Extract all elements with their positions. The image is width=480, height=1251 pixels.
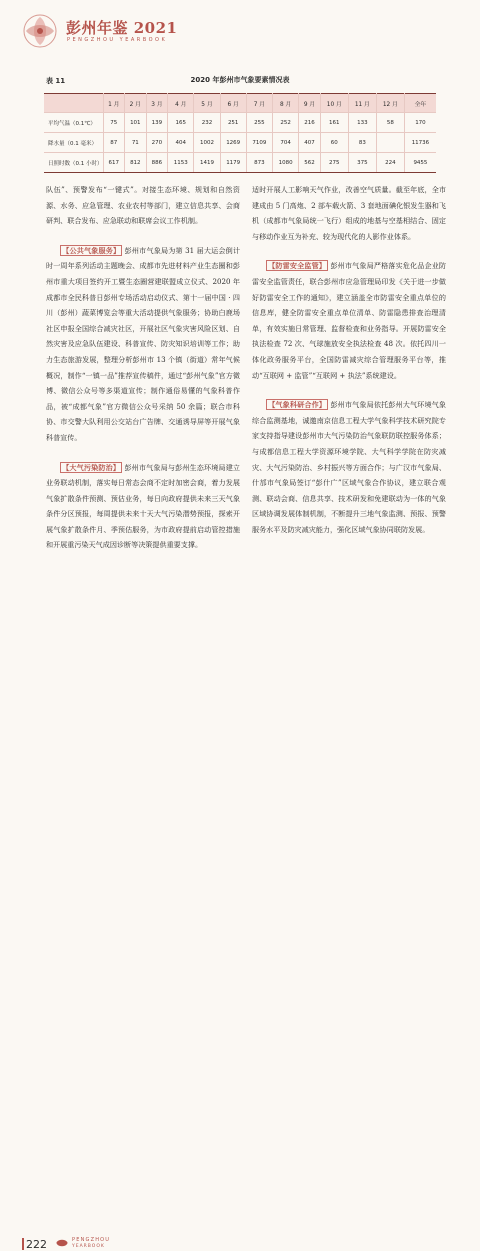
table-cell: 886 <box>146 153 168 173</box>
table-row <box>44 133 436 153</box>
table-cell: 133 <box>348 113 376 133</box>
paragraph: 队伍”、预警发布“一键式”。对接生态环境、规划和自然资源、水务、应急管理、农业农村等部门，建立信息共享、会商研判、联合发布、应急联动和联席会议工作机制。 <box>46 185 240 226</box>
row-label: 降水量（0.1 毫米） <box>44 133 103 153</box>
table-cell: 7109 <box>246 133 272 153</box>
table-header-cell: 3 月 <box>146 94 168 113</box>
row-label: 平均气温（0.1℃） <box>44 113 103 133</box>
table-header-cell: 11 月 <box>348 94 376 113</box>
table-cell: 83 <box>348 133 376 153</box>
table-cell: 255 <box>246 113 272 133</box>
right-column <box>252 182 446 537</box>
table-cell: 873 <box>246 153 272 173</box>
yearbook-title: 彭州年鉴 2021 <box>66 19 178 37</box>
row-label: 日照时数（0.1 小时） <box>44 153 103 173</box>
paragraph <box>46 243 240 446</box>
table-cell: 87 <box>103 133 125 153</box>
table-cell: 812 <box>125 153 147 173</box>
table-cell: 161 <box>320 113 348 133</box>
footer-title-line2: YEARBOOK <box>72 1244 105 1249</box>
section-text: 彭州市气象局依托彭州大气环境气象综合监测基地，诚邀南京信息工程大学气象科学技术研究院专家支持指导建设彭州市大气污染防治气象联防联控服务体系；与成都信息工程大学资源环境学院、大气科学学院在防灾减灾、大气污染防治、乡村振兴等方面合作；与广汉市气象局、什邡市气象局签订“彭什广”区域气象合作协议，建立联合观测、联动会商、信息共享、技术研发和免建联动为一体的气象区域协调发展体制机制，不断提升三地气象监测、预报、预警服务水平及防灾减灾能力，强化区域气象协同联防发展。 <box>252 400 447 534</box>
table-header-cell: 6 月 <box>220 94 246 113</box>
table-header-cell <box>44 94 103 113</box>
table-cell: 270 <box>146 133 168 153</box>
section-text: 彭州市气象局严格落实危化品企业防雷安全监管责任，联合彭州市应急管理局印发《关于进一步做好防雷安全工作的通知》，建立涵盖全市防雷安全重点单位的信息库，健全防雷安全重点单位清单、防雷隐患排查治理清单，有效实施日常管理、监督检查和业务指导。开展防雷安全执法检查 72 次、气球施放安全执法检查 48 次。依托四川一体化政务服务平台，全国防雷减灾综合管理服务平台等，推动“互联网 + 监管”“互联网 + 执法”系统建设。 <box>252 261 447 380</box>
table-cell: 704 <box>273 133 299 153</box>
table-cell: 407 <box>299 133 321 153</box>
table-cell: 1179 <box>220 153 246 173</box>
table-cell: 58 <box>376 113 404 133</box>
table-cell: 60 <box>320 133 348 153</box>
paragraph <box>46 460 240 554</box>
table-row <box>44 113 436 133</box>
table-header-cell: 7 月 <box>246 94 272 113</box>
table-header-row <box>44 94 436 113</box>
section-tag: 【气象科研合作】 <box>268 400 327 410</box>
table-cell: 11736 <box>404 133 436 153</box>
paragraph <box>252 397 446 537</box>
yearbook-subtitle: PENGZHOU YEARBOOK <box>67 37 168 43</box>
table-cell: 165 <box>168 113 194 133</box>
table-header-cell: 全年 <box>404 94 436 113</box>
table-cell: 375 <box>348 153 376 173</box>
table-cell: 9455 <box>404 153 436 173</box>
table-number: 表 11 <box>46 77 66 85</box>
page-header <box>0 0 480 62</box>
table-cell: 562 <box>299 153 321 173</box>
table-header-cell: 2 月 <box>125 94 147 113</box>
table-cell: 617 <box>103 153 125 173</box>
section-text: 彭州市气象局为第 31 届大运会倒计时一周年系列活动主题晚会、成都市先进材料产业生态圈和彭州市重大项目签约开工暨生态圈营建联盟成立仪式、2020 年成都市全民科普日彭州专场活动启动仪式、第十一届中国 · 四川（彭州）蔬菜博览会等重大活动提供气象服务；协助白鹿场社区申报全国综合减灾社区，开展社区气象灾害风险区划、自然灾害及应急队伍建设、科普宣传、防灾知识培训等工作；助力生态旅游发展，整理分析彭州市 13 个镇（街道）常年气候概况，制作“一镇一品”推荐宣传稿件，通过“彭州气象”官方微博、微信公众号等多渠道宣传；制作通俗易懂的气象科普作品，被“成都气象”官方微信公众号采纳 50 余篇；联合市科协、市交警大队利用公交站台广告牌、交通诱导屏等开展气象科普宣传。 <box>46 245 240 442</box>
section-text: 彭州市气象局与彭州生态环境局建立业务联动机制，落实每日常态会商不定时加密会商，着力发展气象扩散条件预测、预估业务，每日向政府提供未来三天气象条件分区预报，每周提供未来十天大气污染潜势预报，探索开展气象扩散条件月、季预估服务，为市政府提前启动管控措施和开展重污染天气成因诊断等决策提供重要支撑。 <box>46 462 241 550</box>
page-footer <box>0 612 480 1251</box>
table-header-cell: 1 月 <box>103 94 125 113</box>
section-tag: 【大气污染防治】 <box>62 462 121 472</box>
table-cell: 252 <box>273 113 299 133</box>
table-header-cell: 8 月 <box>273 94 299 113</box>
table-cell: 139 <box>146 113 168 133</box>
section-tag: 【防雷安全监管】 <box>268 261 327 271</box>
table-caption: 2020 年彭州市气象要素情况表 <box>190 76 290 84</box>
table-cell: 1419 <box>194 153 220 173</box>
page-number: 222 <box>26 1238 47 1251</box>
table-cell: 1080 <box>273 153 299 173</box>
weather-table <box>44 93 436 173</box>
table-cell: 224 <box>376 153 404 173</box>
table-cell: 170 <box>404 113 436 133</box>
table-cell: 1153 <box>168 153 194 173</box>
table-cell: 251 <box>220 113 246 133</box>
left-column <box>46 182 240 553</box>
page-number-bar <box>22 1238 24 1250</box>
table-cell: 101 <box>125 113 147 133</box>
table-cell: 1269 <box>220 133 246 153</box>
table-row <box>44 153 436 173</box>
leaf-icon <box>56 1239 68 1247</box>
footer-title-line1: PENGZHOU <box>72 1237 111 1243</box>
table-cell: 232 <box>194 113 220 133</box>
section-tag: 【公共气象服务】 <box>62 245 121 255</box>
paragraph: 适时开展人工影响天气作业，改善空气质量。截至年底，全市建成由 5 门高炮、2 部车载火箭、3 套地面碘化银发生器和飞机（成都市气象局统一飞行）组成的地基与空基相结合、固定与移动作业互为补充、较为现代化的人影作业体系。 <box>252 185 446 241</box>
table-header-cell: 9 月 <box>299 94 321 113</box>
table-cell: 404 <box>168 133 194 153</box>
table-header-cell: 5 月 <box>194 94 220 113</box>
table-cell: 71 <box>125 133 147 153</box>
table-cell: 1002 <box>194 133 220 153</box>
table-cell: 275 <box>320 153 348 173</box>
table-header-cell: 10 月 <box>320 94 348 113</box>
table-cell <box>376 133 404 153</box>
table-cell: 216 <box>299 113 321 133</box>
yearbook-logo-icon <box>22 13 58 49</box>
table-header-cell: 12 月 <box>376 94 404 113</box>
paragraph <box>252 258 446 383</box>
table-header-cell: 4 月 <box>168 94 194 113</box>
table-cell: 75 <box>103 113 125 133</box>
